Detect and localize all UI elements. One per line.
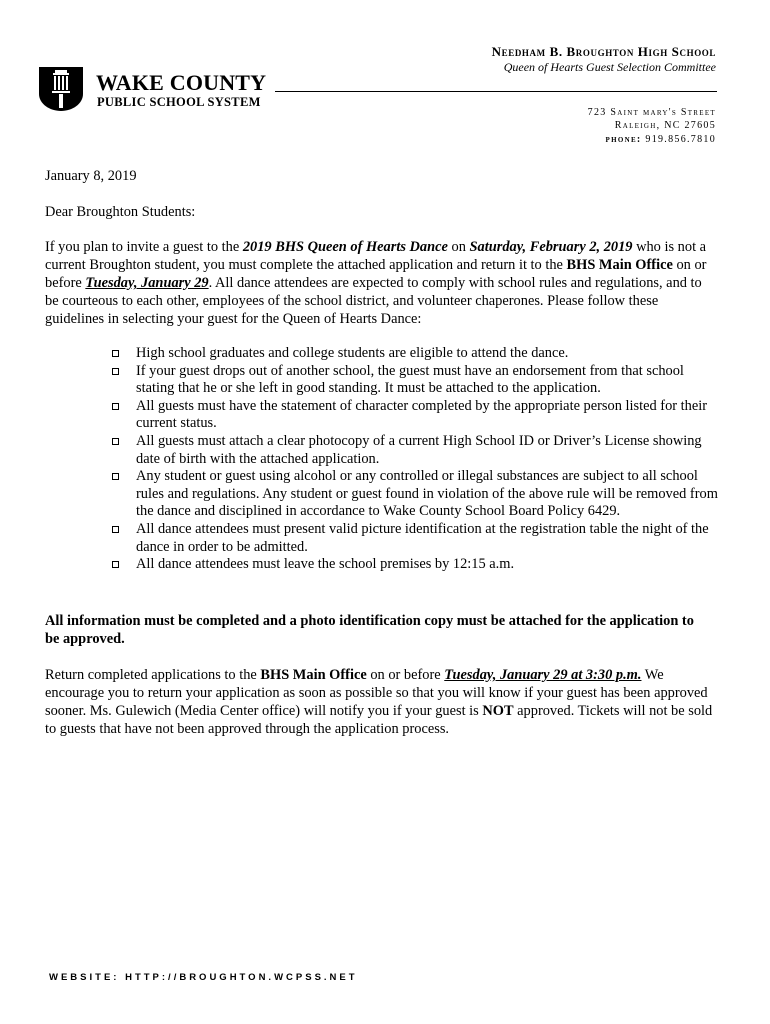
org-subtitle: PUBLIC SCHOOL SYSTEM — [97, 95, 261, 109]
deadline: Tuesday, January 29 — [85, 275, 209, 291]
phone-value: 919.856.7810 — [645, 134, 716, 145]
event-date: Saturday, February 2, 2019 — [469, 239, 633, 255]
list-item: All guests must attach a clear photocopy of a current High School ID or Driver’s License showing date of birth with the attached application. — [110, 433, 718, 468]
return-text: approved. Tickets will not be sold to guests that have not been approved through the application process. — [45, 703, 713, 737]
event-name: 2019 BHS Queen of Hearts Dance — [242, 239, 448, 255]
main-office: BHS Main Office — [566, 257, 673, 273]
checkbox-bullet-icon — [112, 561, 119, 568]
footer-website: WEBSITE: HTTP://BROUGHTON.WCPSS.NET — [49, 972, 358, 983]
requirement-notice: All information must be completed and a photo identification copy must be attached for the application to be approved. — [45, 613, 694, 647]
intro-text: who is not a current Broughton student, you must complete the attached application and return it to the — [45, 239, 707, 273]
list-item: All dance attendees must leave the school premises by 12:15 a.m. — [110, 556, 718, 574]
list-item: Any student or guest using alcohol or any controlled or illegal substances are subject to all school rules and regulations. Any student or guest found in violation of the above rule will be removed from the dance and disciplined in accordance to Wake County School Board Policy 6429. — [110, 468, 718, 521]
checkbox-bullet-icon — [112, 350, 119, 357]
intro-text: on — [447, 239, 470, 255]
return-text: We encourage you to return your application as soon as possible so that you will know if your guest has been approved sooner. Ms. Gulewich (Media Center office) will notify you if your guest is — [45, 667, 708, 719]
guidelines-list — [110, 345, 718, 574]
header-rule — [275, 91, 717, 92]
checkbox-bullet-icon — [112, 403, 119, 410]
deadline: Tuesday, January 29 at 3:30 p.m. — [444, 667, 642, 683]
checkbox-bullet-icon — [112, 368, 119, 375]
list-item: High school graduates and college students are eligible to attend the dance. — [110, 345, 718, 363]
wcpss-shield-logo-icon — [38, 66, 84, 112]
return-paragraph — [45, 666, 717, 738]
address-city: Raleigh, NC 27605 — [614, 120, 716, 131]
list-item: If your guest drops out of another school, the guest must have an endorsement from that school stating that he or she left in good standing. It must be attached to the application. — [110, 363, 718, 398]
intro-paragraph — [45, 238, 717, 328]
checkbox-bullet-icon — [112, 526, 119, 533]
committee-name: Queen of Hearts Guest Selection Committee — [503, 60, 716, 74]
intro-text: . All dance attendees are expected to comply with school rules and regulations, and to be courteous to each other, employees of the school district, and volunteer chaperones. Please follow these guidelines in selecting your guest for the Queen of Hearts Dance: — [45, 275, 702, 327]
checkbox-bullet-icon — [112, 473, 119, 480]
school-name: Needham B. Broughton High School — [491, 44, 716, 59]
letter-date: January 8, 2019 — [45, 168, 137, 184]
main-office: BHS Main Office — [260, 667, 367, 683]
intro-text: If you plan to invite a guest to the — [45, 239, 243, 255]
return-text: on or before — [366, 667, 445, 683]
phone — [606, 133, 716, 146]
phone-label: phone: — [605, 134, 642, 145]
address-street: 723 Saint mary's Street — [587, 107, 716, 118]
checkbox-bullet-icon — [112, 438, 119, 445]
intro-text: on or before — [45, 257, 707, 291]
list-item: All dance attendees must present valid picture identification at the registration table the night of the dance in order to be admitted. — [110, 521, 718, 556]
org-name: WAKE COUNTY — [96, 70, 267, 95]
not-emphasis: NOT — [482, 703, 514, 719]
list-item: All guests must have the statement of character completed by the appropriate person listed for their current status. — [110, 398, 718, 433]
return-text: Return completed applications to the — [45, 667, 261, 683]
letter-greeting: Dear Broughton Students: — [45, 204, 196, 220]
